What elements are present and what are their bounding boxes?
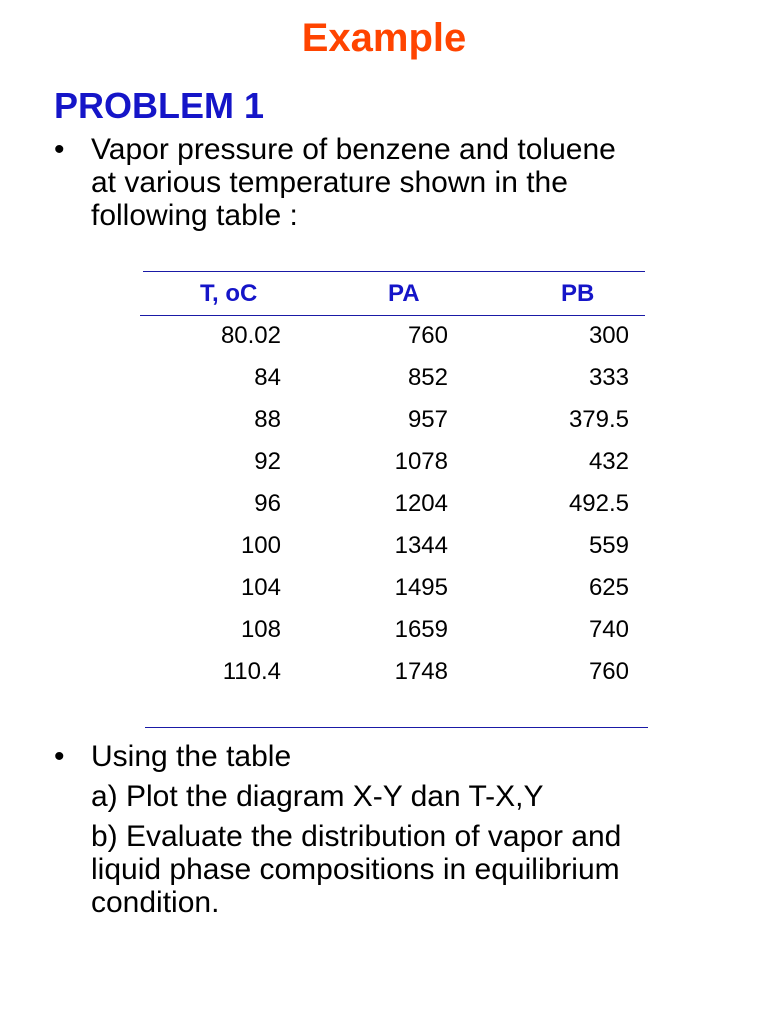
task-bullet (54, 740, 734, 919)
header-pb: PB (561, 280, 595, 307)
cell-temperature: 96 (254, 490, 281, 517)
table-row (143, 316, 645, 358)
table-row (143, 610, 645, 652)
table-bottom-rule (145, 727, 648, 728)
cell-pb: 740 (588, 616, 629, 643)
task-item-b-line-2: liquid phase compositions in equilibrium (91, 853, 620, 886)
table-row (143, 358, 645, 400)
cell-pa: 1204 (394, 490, 448, 517)
cell-temperature: 100 (240, 532, 281, 559)
intro-line-1: Vapor pressure of benzene and toluene (91, 133, 616, 166)
cell-pb: 559 (588, 532, 629, 559)
task-intro: Using the table (91, 740, 292, 773)
cell-pb: 625 (588, 574, 629, 601)
intro-bullet (54, 133, 734, 232)
cell-pb: 760 (588, 658, 629, 685)
table-row (143, 442, 645, 484)
header-temperature: T, oC (200, 280, 258, 307)
cell-temperature: 84 (254, 364, 281, 391)
header-pa: PA (388, 280, 420, 307)
intro-line-3: following table : (91, 199, 298, 232)
cell-pb: 379.5 (568, 406, 629, 433)
page-title: Example (301, 16, 467, 60)
cell-pb: 492.5 (568, 490, 629, 517)
cell-pa: 957 (407, 406, 448, 433)
bullet-dot-icon: • (54, 740, 65, 773)
cell-pa: 1659 (394, 616, 448, 643)
table-row (143, 526, 645, 568)
intro-line-2: at various temperature shown in the (91, 166, 568, 199)
table-row (143, 568, 645, 610)
cell-temperature: 110.4 (222, 658, 281, 685)
task-item-b-line-1: b) Evaluate the distribution of vapor and (91, 820, 622, 853)
cell-temperature: 108 (240, 616, 281, 643)
cell-temperature: 80.02 (220, 322, 281, 349)
cell-temperature: 88 (254, 406, 281, 433)
bullet-dot-icon: • (54, 133, 65, 166)
task-item-a: a) Plot the diagram X-Y dan T-X,Y (91, 780, 544, 813)
cell-pb: 300 (588, 322, 629, 349)
table-row (143, 400, 645, 442)
table-header-row (143, 272, 645, 316)
cell-temperature: 92 (254, 448, 281, 475)
cell-temperature: 104 (240, 574, 281, 601)
cell-pa: 852 (407, 364, 448, 391)
cell-pb: 432 (588, 448, 629, 475)
table-row (143, 652, 645, 694)
cell-pa: 1748 (394, 658, 448, 685)
cell-pa: 760 (407, 322, 448, 349)
task-item-b-line-3: condition. (91, 886, 220, 919)
table-row (143, 484, 645, 526)
cell-pa: 1078 (394, 448, 448, 475)
cell-pa: 1344 (394, 532, 448, 559)
problem-heading: PROBLEM 1 (54, 85, 265, 126)
cell-pa: 1495 (394, 574, 448, 601)
vapor-pressure-table (143, 272, 645, 685)
cell-pb: 333 (588, 364, 629, 391)
table-body (143, 316, 645, 694)
